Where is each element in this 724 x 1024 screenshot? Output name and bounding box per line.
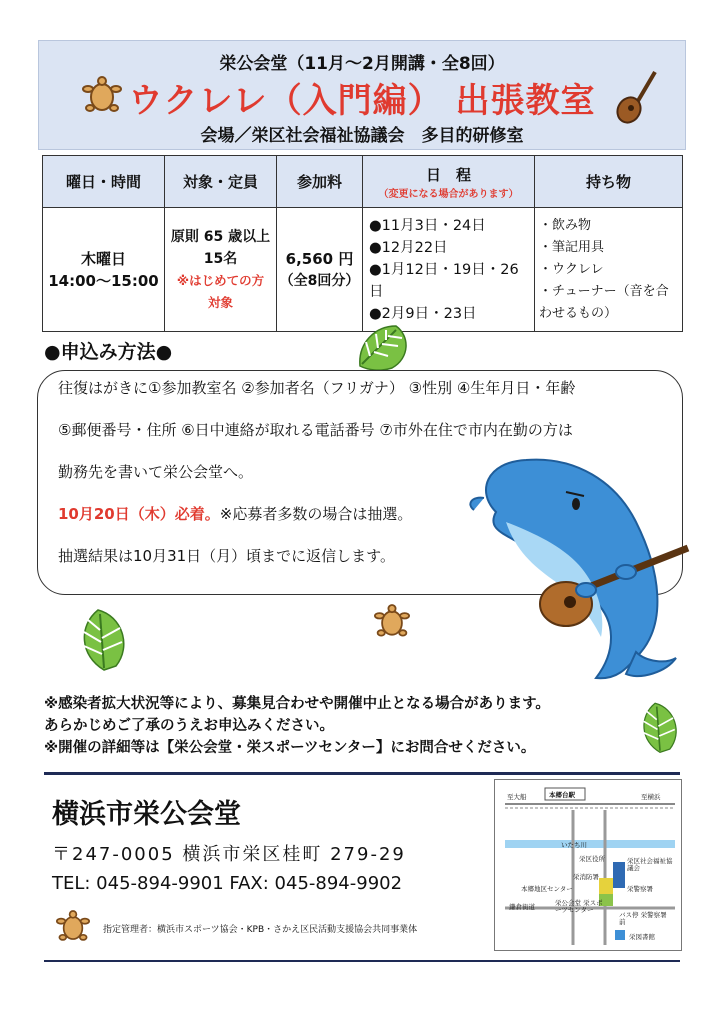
address-text: 〒247-0005 横浜市栄区桂町 279-29 [52, 844, 406, 865]
header-schedule [363, 156, 535, 208]
day-text: 木曜日 [80, 249, 126, 268]
note-line-3: ※開催の詳細等は【栄公会堂・栄スポーツセンター】にお問合せください。 [44, 740, 536, 756]
target-note-2: 対象 [207, 294, 233, 310]
leaf-icon [356, 322, 412, 372]
item-entry: ・飲み物 [539, 217, 592, 233]
date-item: ●11月3日・24日 [369, 217, 486, 234]
header-fee: 参加料 [277, 156, 363, 208]
header-schedule-note: （変更になる場合があります） [378, 188, 519, 200]
header-day-time: 曜日・時間 [43, 156, 165, 208]
note-line-2: あらかじめご了承のうえお申込みください。 [44, 718, 334, 734]
cell-fee [277, 208, 363, 332]
leaf-icon [76, 606, 132, 672]
map-label-hall: 栄公会堂 栄スポーツセンター [555, 899, 603, 914]
lottery-text: ※応募者多数の場合は抽選。 [219, 505, 413, 523]
map-label-station: 本郷台駅 [549, 791, 575, 799]
footer-bottom-divider [44, 960, 680, 962]
schedule-table [42, 155, 683, 332]
cell-items [535, 208, 683, 332]
header-banner [38, 40, 686, 150]
ukulele-icon [615, 66, 661, 126]
apply-line-3: 勤務先を書いて栄公会堂へ。 [58, 463, 254, 481]
fee-amount: 6,560 円 [285, 249, 354, 268]
map-label-ward-office: 栄区役所 [579, 855, 605, 863]
map-label-police: 栄警察署 [627, 885, 653, 893]
table-row [43, 208, 683, 332]
date-item: ●1月12日・19日・26日 [369, 261, 519, 300]
map-label-hongo-center: 本郷地区センター [521, 885, 573, 893]
cell-day-time [43, 208, 165, 332]
cell-target [165, 208, 277, 332]
note-line-1: ※感染者拡大状況等により、募集見合わせや開催中止となる場合があります。 [44, 696, 550, 712]
item-entry: ・チューナー（音を合 [539, 283, 669, 299]
fee-note: （全8回分） [279, 272, 360, 289]
target-note: ※はじめての方 [176, 272, 265, 288]
map-label-yokohama: 至横浜 [641, 793, 661, 801]
map-label-bus-stop: バス停 栄警察署前 [619, 911, 667, 926]
cell-dates [363, 208, 535, 332]
turtle-icon [56, 910, 90, 946]
footer-divider [44, 772, 680, 775]
map-label-kamakura-road: 鎌倉街道 [509, 903, 535, 911]
phone-fax-text: TEL: 045-894-9901 FAX: 045-894-9902 [52, 873, 403, 894]
map-label-social-welfare: 栄区社会福祉協議会 [627, 857, 673, 872]
date-item: ●2月9日・23日 [369, 305, 477, 322]
turtle-icon [374, 604, 410, 642]
item-entry: わせるもの） [539, 305, 618, 321]
target-capacity: 15名 [203, 250, 238, 267]
item-entry: ・ウクレレ [539, 261, 604, 277]
table-header-row [43, 156, 683, 208]
venue-text: 会場／栄区社会福祉協議会 多目的研修室 [200, 126, 524, 146]
apply-line-2: ⑤郵便番号・住所 ⑥日中連絡が取れる電話番号 ⑦市外在住で市内在勤の方は [58, 421, 573, 439]
access-map [494, 779, 682, 951]
header-schedule-label: 日 程 [425, 165, 471, 184]
map-label-fire-station: 栄消防署 [573, 873, 599, 881]
result-line: 抽選結果は10月31日（月）頃までに返信します。 [58, 547, 395, 565]
header-target: 対象・定員 [165, 156, 277, 208]
deadline-text: 10月20日（木）必着。 [58, 505, 220, 523]
header-subtitle: 栄公会堂（11月～2月開講・全8回） [219, 54, 505, 74]
deadline-line [58, 503, 412, 524]
date-item: ●12月22日 [369, 239, 448, 256]
apply-line-1: 往復はがきに①参加教室名 ②参加者名（フリガナ） ③性別 ④生年月日・年齢 [58, 379, 576, 397]
leaf-icon [636, 700, 684, 754]
apply-heading: ●申込み方法● [44, 341, 173, 363]
manager-text: 指定管理者：横浜市スポーツ協会・KPB・さかえ区民活動支援協会共同事業体 [103, 925, 418, 935]
time-text: 14:00～15:00 [48, 271, 159, 290]
item-entry: ・筆記用具 [539, 239, 605, 255]
dolphin-mascot-icon [466, 452, 702, 684]
header-items: 持ち物 [535, 156, 683, 208]
target-age: 原則 65 歳以上 [170, 228, 271, 245]
map-label-river: いたち川 [561, 841, 587, 849]
turtle-icon [82, 76, 122, 118]
map-label-ofuna: 至大船 [507, 793, 527, 801]
organization-name: 横浜市栄公会堂 [52, 799, 241, 830]
map-label-library: 栄図書館 [629, 933, 655, 941]
page-title: ウクレレ（入門編） 出張教室 [128, 81, 596, 121]
